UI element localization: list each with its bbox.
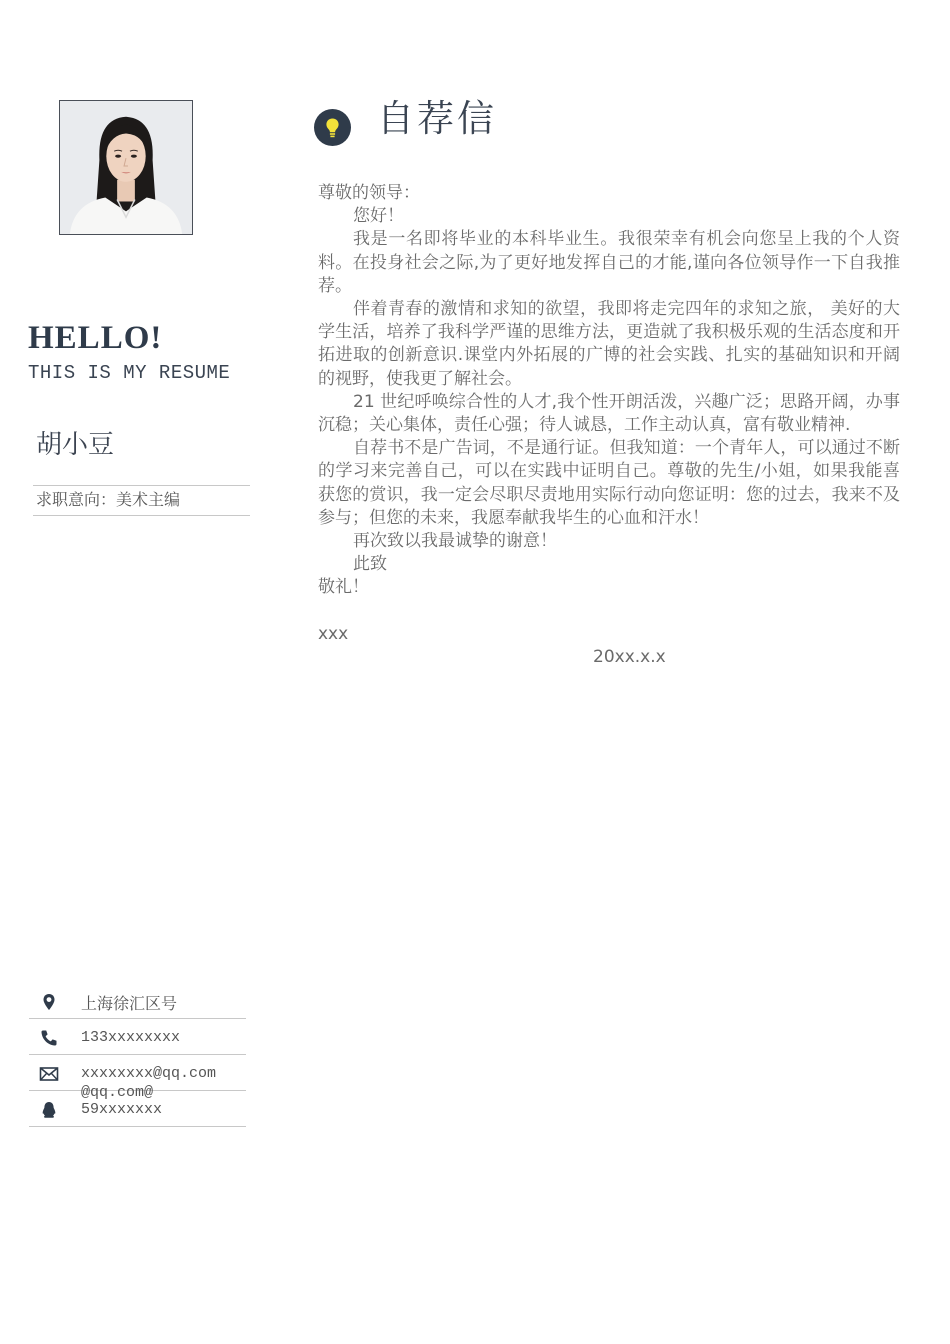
email-text[interactable]: xxxxxxxx@qq.com bbox=[81, 1065, 217, 1082]
lightbulb-icon bbox=[314, 109, 351, 146]
letter-paragraph: 我是一名即将毕业的本科毕业生。我很荣幸有机会向您呈上我的个人资料。在投身社会之际,为了更好地发挥自己的才能,谨向各位领导作一下自我推荐。 bbox=[318, 229, 900, 296]
location-pin-icon bbox=[39, 992, 59, 1012]
cover-letter-body bbox=[318, 182, 900, 669]
letter-closing: 此致 bbox=[353, 554, 387, 575]
letter-thanks: 再次致以我最诚挚的谢意！ bbox=[353, 531, 557, 552]
job-intent: 求职意向：美术主编 bbox=[33, 485, 250, 516]
contact-email bbox=[29, 1055, 246, 1101]
email-icon bbox=[39, 1064, 59, 1084]
letter-paragraph: 自荐书不是广告词，不是通行证。但我知道：一个青年人，可以通过不断的学习来完善自己，可以在实践中证明自己。尊敬的先生/小姐，如果我能喜获您的赏识，我一定会尽职尽责地用实际行动向您证明：您的过去，我来不及参与；但您的未来，我愿奉献我毕生的心血和汗水！ bbox=[318, 438, 900, 528]
contact-qq bbox=[29, 1091, 246, 1127]
letter-paragraph: 21 世纪呼唤综合性的人才,我个性开朗活泼，兴趣广泛；思路开阔，办事沉稳；关心集体，责任心强；待人诚恳，工作主动认真，富有敬业精神. bbox=[318, 391, 900, 436]
email-overflow-text: @qq.com@ bbox=[81, 1084, 154, 1101]
candidate-name: 胡小豆 bbox=[36, 430, 115, 460]
hello-heading: HELLO! bbox=[28, 320, 163, 356]
qq-text: 59xxxxxxx bbox=[81, 1101, 163, 1118]
resume-subtitle: THIS IS MY RESUME bbox=[28, 362, 231, 384]
letter-date: 20xx.x.x bbox=[593, 647, 666, 668]
profile-photo bbox=[59, 100, 193, 235]
letter-title: 自荐信 bbox=[377, 97, 497, 140]
contact-list bbox=[29, 983, 246, 1127]
contact-address bbox=[29, 983, 246, 1019]
phone-text[interactable]: 133xxxxxxxx bbox=[81, 1029, 181, 1046]
phone-icon bbox=[39, 1028, 59, 1048]
letter-regards: 敬礼！ bbox=[318, 577, 369, 598]
letter-salutation: 尊敬的领导： bbox=[318, 183, 420, 203]
letter-spacer bbox=[318, 600, 900, 623]
qq-penguin-icon bbox=[39, 1100, 59, 1120]
address-text: 上海徐汇区号 bbox=[81, 994, 178, 1013]
letter-greeting: 您好！ bbox=[353, 206, 404, 227]
letter-signature: xxx bbox=[318, 623, 349, 644]
letter-paragraph: 伴着青春的激情和求知的欲望，我即将走完四年的求知之旅， 美好的大学生活，培养了我科学严谨的思维方法，更造就了我积极乐观的生活态度和开拓进取的创新意识.课堂内外拓展的广博的社会实践、扎实的基础知识和开阔的视野，使我更了解社会。 bbox=[318, 299, 900, 389]
contact-phone bbox=[29, 1019, 246, 1055]
